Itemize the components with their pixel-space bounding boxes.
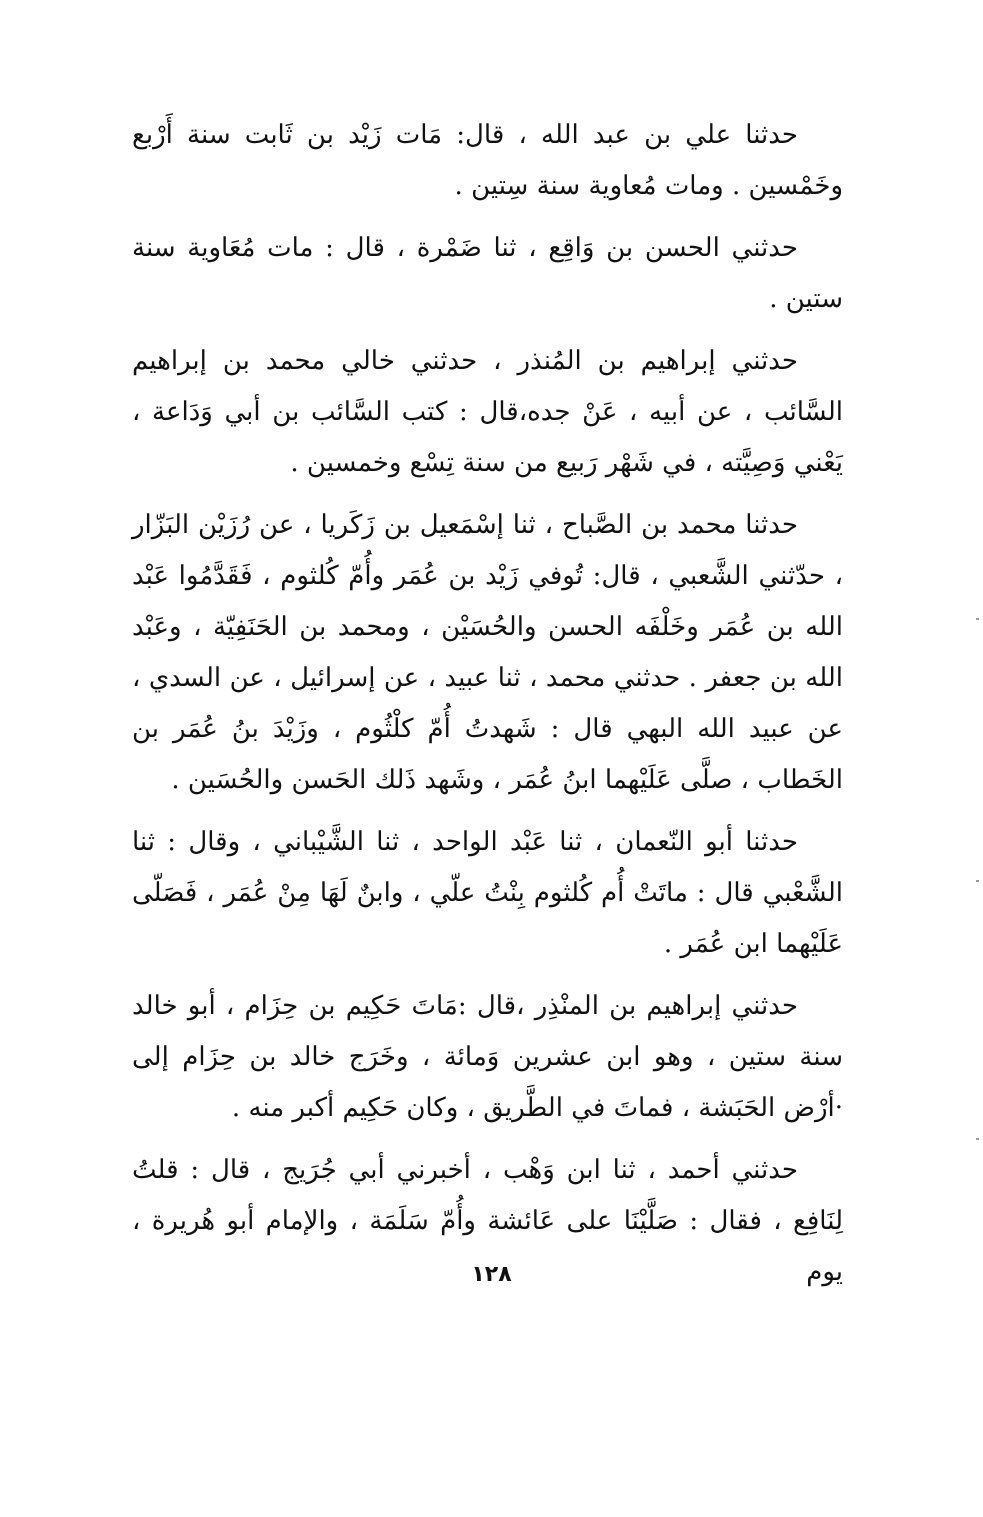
scan-edge-mark xyxy=(976,618,979,620)
page-number: ١٢٨ xyxy=(471,1262,512,1287)
paragraph-4: حدثنا محمد بن الصَّباح ، ثنا إسْمَعيل بن زَكَريا ، عن رُزَيْن البَزّار ، حدّثني الشَّعبي ، قال: تُوفي زَيْد بن عُمَر وأُمّ كُلثوم ، فَقَدَّمُوا عَبْد الله بن عُمَر وخَلْفَه الحسن والحُسَيْن ، ومحمد بن الحَنَفِيّة ، وعَبْد الله بن جعفر . حدثني محمد ، ثنا عبيد ، عن إسرائيل ، عن السدي ، عن عبيد الله البهي قال : شَهدتُ أُمّ كلْثُوم ، وزَيْدَ بنُ عُمَر بن الخَطاب ، صلَّى عَلَيْهما ابنُ عُمَر ، وشَهد ذَلك الحَسن والحُسَين . xyxy=(132,510,843,795)
paragraph-2: حدثني الحسن بن وَاقِع ، ثنا ضَمْرة ، قال : مات مُعَاوية سنة ستين . xyxy=(132,233,843,314)
paragraph-6: حدثني إبراهيم بن المنْذِر ،قال :مَاتَ حَكِيم بن حِزَام ، أبو خالد سنة ستين ، وهو ابن عشرين وَمائة ، وخَرَج خالد بن حِزَام إلى ·أرْض الحَبَشة ، فماتَ في الطَّريق ، وكان حَكِيم أكبر منه . xyxy=(132,991,843,1123)
scan-edge-mark xyxy=(976,880,979,882)
paragraph-3: حدثني إبراهيم بن المُنذر ، حدثني خالي محمد بن إبراهيم السَّائب ، عن أبيه ، عَنْ جده،قال : كتب السَّائب بن أبي وَدَاعة ، يَعْني وَصِيَّته ، في شَهْر رَبيع من سنة تِسْع وخمسين . xyxy=(132,346,843,478)
paragraph-7: حدثني أحمد ، ثنا ابن وَهْب ، أخبرني أبي جُرَيج ، قال : قلتُ لِنَافِع ، فقال : صَلَّيْنَا على عَائشة وأُمّ سَلَمَة ، والإمام أبو هُريرة ، يوم xyxy=(132,1155,843,1287)
paragraph-1: حدثنا علي بن عبد الله ، قال: مَات زَيْد بن ثَابت سنة أَرْبع وخَمْسين . ومات مُعاوية سنة سِتين . xyxy=(132,120,843,201)
paragraph-5: حدثنا أبو النّعمان ، ثنا عَبْد الواحد ، ثنا الشَّيْباني ، وقال : ثنا الشَّعْبي قال : ماتَتْ أُم كُلثوم بِنْتُ علّي ، وابنٌ لَهَا مِنْ عُمَر ، فَصَلّى عَلَيْهما ابن عُمَر . xyxy=(132,827,843,959)
scan-edge-mark xyxy=(976,1138,979,1140)
page-body-text xyxy=(132,110,843,1309)
